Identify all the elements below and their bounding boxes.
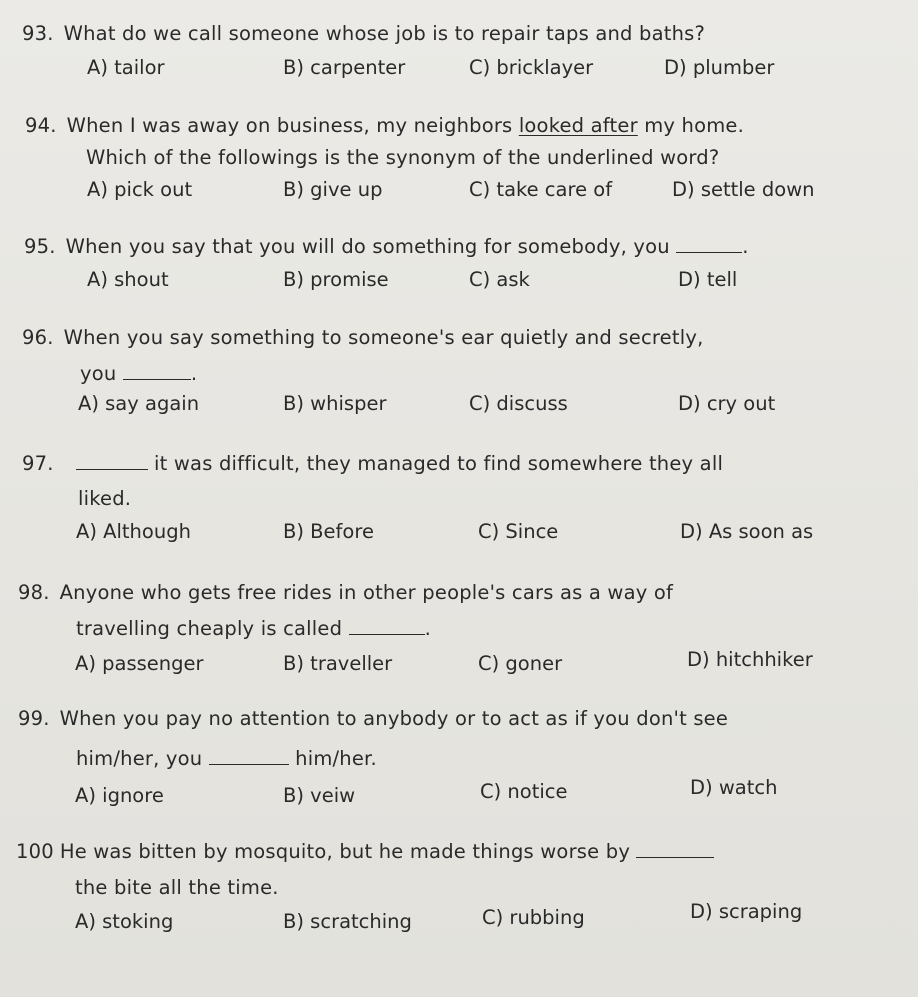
option-b: B) traveller	[283, 652, 393, 675]
option-d: D) cry out	[678, 392, 776, 415]
option-a: A) Although	[76, 520, 191, 543]
option-c: C) bricklayer	[469, 56, 594, 79]
question-text	[22, 452, 723, 475]
question-line: When you say that you will do something for somebody, you	[65, 235, 670, 258]
answer-blank	[349, 620, 425, 635]
question-line: .	[190, 362, 198, 385]
option-c: C) notice	[480, 780, 568, 803]
option-d: D) hitchhiker	[687, 648, 813, 671]
option-a: A) ignore	[75, 784, 164, 807]
question-line-2	[80, 362, 197, 385]
question-line: my home.	[637, 114, 745, 137]
option-d: D) scraping	[690, 900, 803, 923]
question-line-2: Which of the followings is the synonym of the underlined word?	[86, 146, 720, 169]
option-c: C) rubbing	[482, 906, 585, 929]
answer-blank	[76, 455, 148, 470]
question-line: What do we call someone whose job is to repair taps and baths?	[63, 22, 706, 45]
question-line-2	[76, 747, 377, 770]
question-line: He was bitten by mosquito, but he made things worse by	[59, 840, 631, 863]
question-text	[18, 707, 728, 730]
question-line: When you say something to someone's ear quietly and secretly,	[63, 326, 704, 349]
option-c: C) discuss	[469, 392, 568, 415]
option-d: D) settle down	[672, 178, 815, 201]
option-c: C) take care of	[469, 178, 613, 201]
option-b: B) whisper	[283, 392, 387, 415]
option-a: A) passenger	[75, 652, 204, 675]
option-a: A) stoking	[75, 910, 174, 933]
question-line: Anyone who gets free rides in other people's cars as a way of	[59, 581, 674, 604]
option-b: B) Before	[283, 520, 374, 543]
question-line-2: liked.	[78, 487, 132, 510]
option-d: D) plumber	[664, 56, 775, 79]
question-number: 94.	[25, 114, 57, 137]
question-line-2: the bite all the time.	[75, 876, 279, 899]
question-number: 99.	[18, 707, 50, 730]
question-line: him/her, you	[76, 747, 203, 770]
question-line: .	[742, 235, 749, 258]
question-line: When you pay no attention to anybody or to act as if you don't see	[59, 707, 729, 730]
question-line: it was difficult, they managed to find somewhere they all	[154, 452, 724, 475]
question-line: travelling cheaply is called	[76, 617, 343, 640]
question-number: 100	[16, 840, 54, 863]
answer-blank	[636, 843, 714, 858]
answer-blank	[209, 750, 289, 765]
option-a: A) shout	[87, 268, 169, 291]
question-line: you	[80, 362, 117, 385]
question-text	[25, 114, 744, 137]
answer-blank	[676, 238, 742, 253]
option-c: C) goner	[478, 652, 563, 675]
option-a: A) tailor	[87, 56, 165, 79]
answer-blank	[123, 365, 191, 380]
option-c: C) ask	[469, 268, 530, 291]
question-text	[22, 326, 703, 349]
option-b: B) carpenter	[283, 56, 406, 79]
question-number: 96.	[22, 326, 54, 349]
question-number: 95.	[24, 235, 56, 258]
option-d: D) tell	[678, 268, 738, 291]
underlined-phrase: looked after	[518, 114, 638, 137]
question-number: 98.	[18, 581, 50, 604]
option-c: C) Since	[478, 520, 559, 543]
question-number: 93.	[22, 22, 54, 45]
option-b: B) scratching	[283, 910, 412, 933]
option-a: A) pick out	[87, 178, 193, 201]
option-b: B) veiw	[283, 784, 356, 807]
option-b: B) give up	[283, 178, 383, 201]
option-d: D) As soon as	[680, 520, 814, 543]
option-d: D) watch	[690, 776, 778, 799]
question-line: When I was away on business, my neighbors	[66, 114, 519, 137]
option-a: A) say again	[78, 392, 200, 415]
question-text	[16, 840, 714, 863]
question-text	[24, 235, 749, 258]
question-text	[22, 22, 705, 45]
option-b: B) promise	[283, 268, 389, 291]
question-text	[18, 581, 673, 604]
question-line-2	[76, 617, 431, 640]
question-line: .	[424, 617, 431, 640]
question-line: him/her.	[295, 747, 377, 770]
question-number: 97.	[22, 452, 54, 475]
